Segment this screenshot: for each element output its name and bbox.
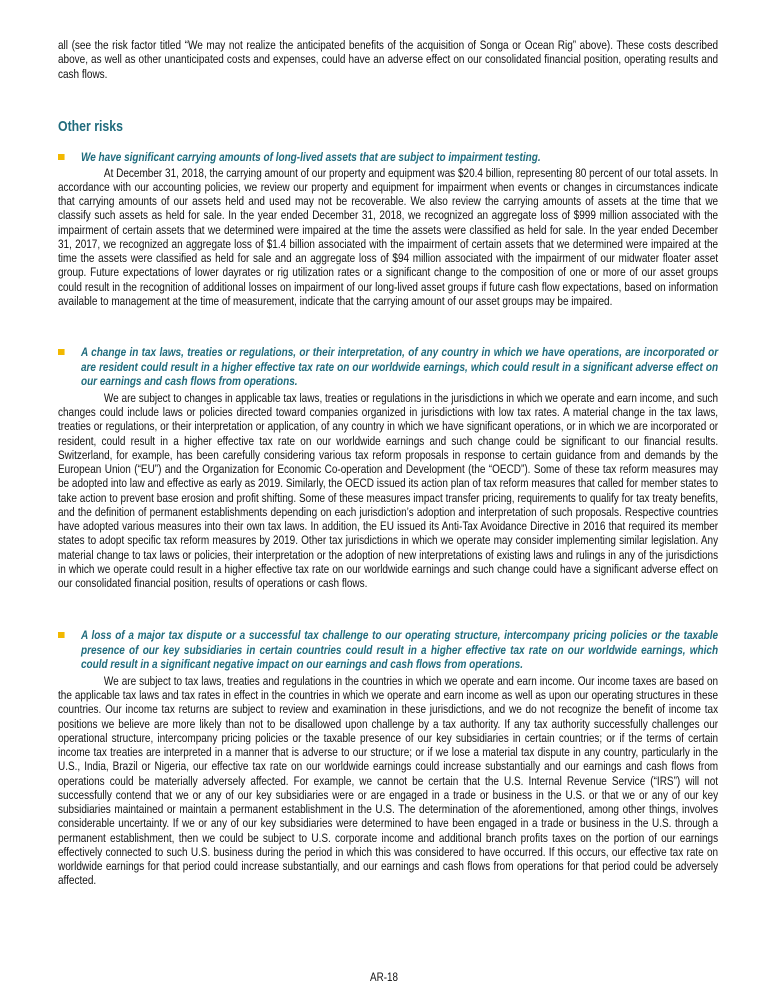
- risk-factor-2: [58, 345, 718, 590]
- risk-body: At December 31, 2018, the carrying amount of our property and equipment was $20.4 billion, representing 80 percent of our total assets. In accordance with our accounting policies, we review our property and equipment for impairment when events or changes in circumstances indicate that carrying amounts of our assets held and used may not be recoverable. We also review the carrying amounts of assets at the time that we classify such assets as held for sale. In the year ended December 31, 2018, we recognized an aggregate loss of $999 million associated with the impairment of certain assets that we determined were impaired at the time the assets were classified as held for sale. In the year ended December 31, 2017, we recognized an aggregate loss of $1.4 billion associated with the impairment of certain assets that we determined were impaired at the time the assets were classified as held for sale and an aggregate loss of $94 million associated with the impairment of our midwater floater asset group. Future expectations of lower dayrates or rig utilization rates or a significant change to the composition of one or more of our asset groups could result in the recognition of additional losses on impairment of our long-lived asset groups if future cash flow expectations, based on information available to management at the time of measurement, indicate that the carrying amount of our asset groups may be impaired.: [58, 165, 719, 308]
- bullet-icon: [58, 349, 65, 355]
- page-number: [0, 970, 768, 984]
- section-heading-block: [58, 118, 718, 135]
- bullet-icon: [58, 632, 65, 638]
- risk-body: We are subject to changes in applicable tax laws, treaties or regulations in the jurisdictions in which we operate and earn income, and such changes could include laws or policies directed toward companies organized in jurisdictions with low tax rates. A material change in the tax laws, treaties or regulations, or their interpretation or application, of any country in which we have significant operations, or in which we are incorporated or resident, could result in a higher effective tax rate on our worldwide earnings and such change could be significant to our financial results. Switzerland, for example, has been carefully considering various tax reform proposals in response to certain guidance from and demands by the European Union (“EU”) and the Organization for Economic Co-operation and Development (the “OECD”). Some of these tax reform measures may be adopted into law and effective as early as 2019. Similarly, the OECD issued its action plan of tax reform measures that called for member states to take action to prevent base erosion and profit shifting. Some of these measures impact transfer pricing, requirements to qualify for tax treaty benefits, and the definition of permanent establishments depending on each jurisdiction’s adoption and interpretation of such proposals. Respective countries have adopted various measures into their own tax laws. In addition, the EU issued its Anti-Tax Avoidance Directive in 2016 that required its member states to adopt specific tax reform measures by 2019. Other tax jurisdictions in which we operate may consider implementing similar legislation. Any material change to tax laws or policies, their interpretation or the adoption of new interpretations of existing laws and rulings in any of the jurisdictions in which we operate could result in a higher effective tax rate on our worldwide earnings and such change could have a significant adverse effect on our consolidated financial position, results of operations or cash flows.: [58, 390, 719, 591]
- risk-factor-3: [58, 628, 718, 888]
- section-heading: Other risks: [58, 118, 123, 135]
- risk-heading-text: We have significant carrying amounts of long-lived assets that are subject to impairment testing.: [80, 150, 541, 164]
- risk-body: We are subject to tax laws, treaties and regulations in the countries in which we operate and earn income. Our income taxes are based on the applicable tax laws and tax rates in effect in the countries in which we operate and earn income as well as upon our operating structures in these countries. Our income tax returns are subject to review and examination in these jurisdictions, and we do not recognize the benefit of income tax positions we believe are more likely than not to be disallowed upon challenge by a tax authority. If any tax authority successfully challenges our operational structure, intercompany pricing policies or the taxable presence of our key subsidiaries in certain countries; or if the terms of certain income tax treaties are interpreted in a manner that is adverse to our structure; or if we lose a material tax dispute in any country, particularly in the U.S., India, Brazil or Nigeria, our effective tax rate on our worldwide earnings could increase substantially and our earnings and cash flows from operations could be materially adversely affected. For example, we cannot be certain that the U.S. Internal Revenue Service (“IRS”) will not successfully contend that we or any of our key subsidiaries were or are engaged in a trade or business in the U.S. or that we or any of our key subsidiaries maintained or maintain a permanent establishment in the U.S. The determination of the aforementioned, among other things, involves considerable uncertainty. If we or any of our key subsidiaries were determined to have been engaged in a trade or business in the U.S. through a permanent establishment, then we could be subject to U.S. corporate income and additional branch profits taxes on the portion of our earnings effectively connected to such U.S. business during the period in which this was considered to have occurred. If this occurs, our effective tax rate on worldwide earnings for that period could increase substantially, and our earnings and cash flows from operations for that period could be adversely affected.: [58, 673, 719, 888]
- risk-heading: [58, 150, 718, 165]
- bullet-icon: [58, 154, 65, 160]
- risk-heading-text: A change in tax laws, treaties or regulations, or their interpretation, of any country in which we have operations, are incorporated or are resident could result in a higher effective tax rate on our worldwide earnings, which could result in a significant adverse effect on our earnings and cash flows from operations.: [80, 345, 719, 389]
- page-number-text: AR-18: [370, 970, 398, 984]
- risk-heading-text: A loss of a major tax dispute or a successful tax challenge to our operating structure, intercompany pricing policies or the taxable presence of our key subsidiaries in certain countries could result in a higher effective tax rate on our worldwide earnings, which could result in a significant negative impact on our earnings and cash flows from operations.: [80, 628, 719, 672]
- risk-heading: [58, 345, 718, 389]
- intro-paragraph: all (see the risk factor titled “We may not realize the anticipated benefits of the acquisition of Songa or Ocean Rig” above). These costs described above, as well as other unanticipated costs and expenses, could have an adverse effect on our consolidated financial position, operating results and cash flows.: [58, 38, 719, 81]
- risk-heading: [58, 628, 718, 672]
- intro-block: [58, 38, 718, 81]
- risk-factor-1: [58, 150, 718, 308]
